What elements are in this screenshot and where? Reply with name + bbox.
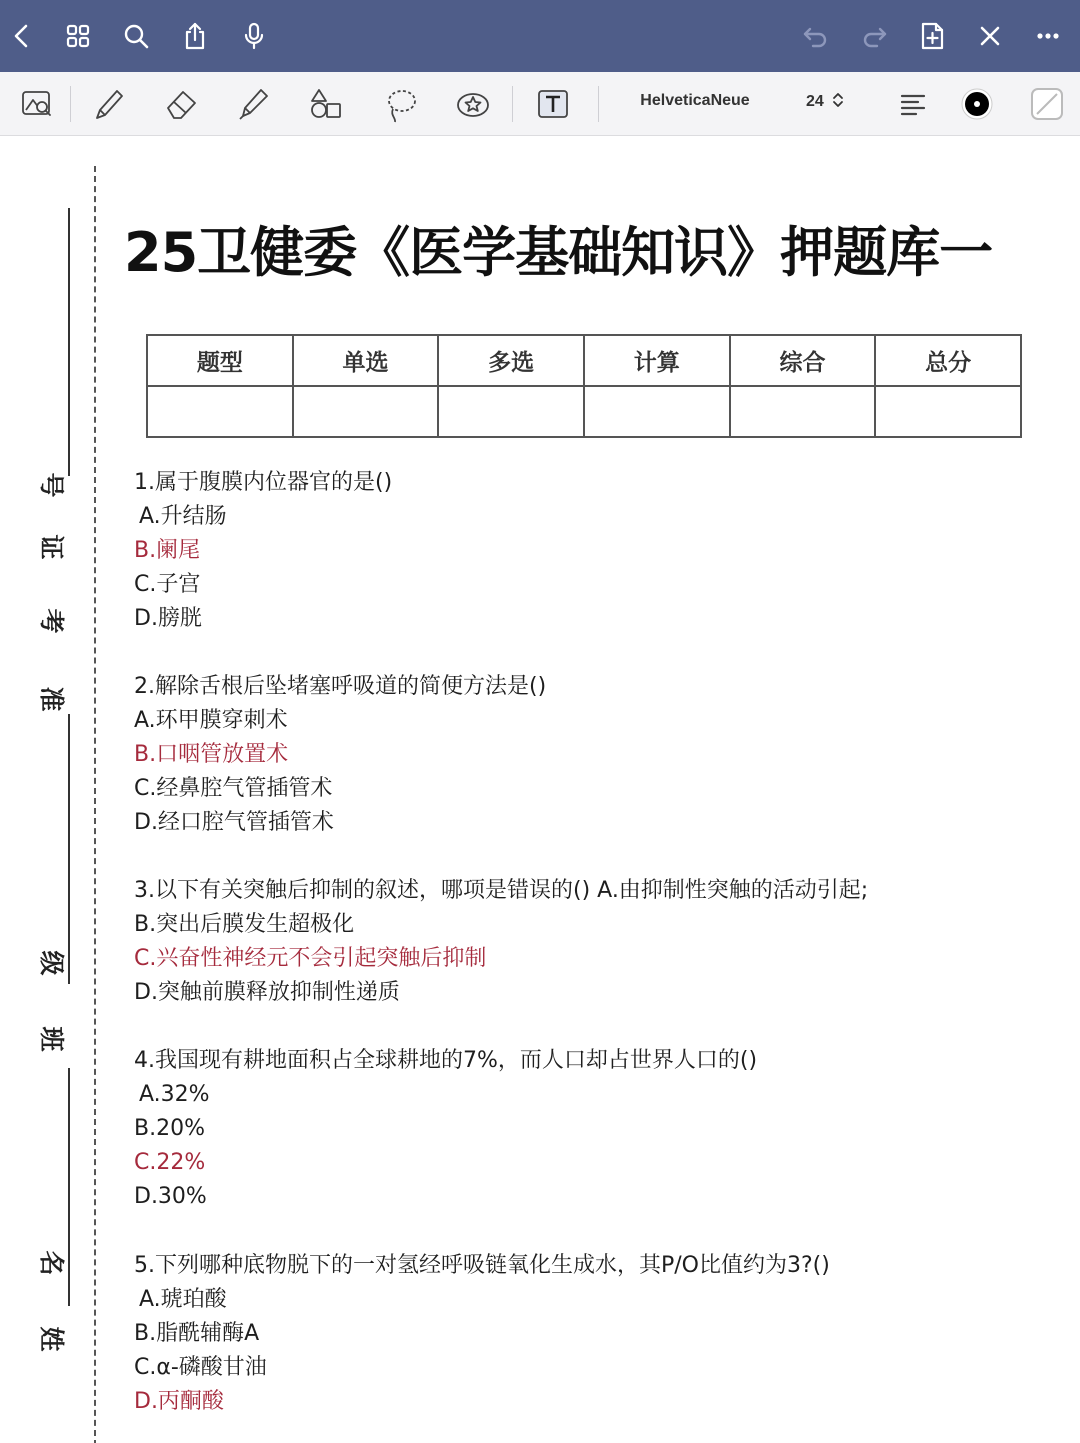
- image-scan-icon: [17, 84, 57, 124]
- option-c-correct: C.兴奋性神经元不会引起突触后抑制: [134, 946, 487, 971]
- question-stem: 3.以下有关突触后抑制的叙述，哪项是错误的() A.由抑制性突触的活动引起;: [134, 878, 869, 903]
- microphone-icon: [239, 21, 269, 51]
- color-swatch-icon: [957, 84, 997, 124]
- font-family-selector[interactable]: HelveticaNeue: [640, 92, 750, 109]
- binding-dashed-line: [94, 166, 96, 1443]
- option-b-correct: B.阑尾: [134, 538, 201, 563]
- question-4: [134, 1044, 1054, 1214]
- star-sticker-icon: [453, 84, 493, 124]
- option-d: D.经口腔气管插管术: [134, 810, 334, 835]
- redo-icon: [859, 21, 889, 51]
- lasso-tool-button[interactable]: [376, 80, 426, 128]
- image-tool-button[interactable]: [12, 80, 62, 128]
- back-button[interactable]: [0, 14, 44, 58]
- score-table-header-row: [147, 335, 1021, 386]
- align-left-icon: [893, 84, 933, 124]
- option-a: A.环甲膜穿刺术: [134, 708, 288, 733]
- question-5: [134, 1249, 1054, 1419]
- question-stem: 1.属于腹膜内位器官的是(): [134, 470, 393, 495]
- eraser-icon: [161, 84, 201, 124]
- name-line: [68, 1068, 70, 1306]
- toolbar-separator: [598, 86, 599, 122]
- add-page-button[interactable]: [910, 14, 954, 58]
- question-2: [134, 670, 1054, 840]
- side-label-kao: 考: [37, 608, 66, 634]
- pen-icon: [89, 84, 129, 124]
- lasso-icon: [381, 84, 421, 124]
- stepper-updown-icon: [832, 92, 844, 108]
- option-b: B.20%: [134, 1116, 205, 1141]
- pen-tool-button[interactable]: [84, 80, 134, 128]
- option-c: C.α-磷酸甘油: [134, 1355, 267, 1380]
- score-header-cell: 多选: [438, 335, 584, 386]
- highlighter-tool-button[interactable]: [228, 80, 278, 128]
- highlighter-icon: [233, 84, 273, 124]
- option-d: D.30%: [134, 1184, 207, 1209]
- grid-icon: [63, 21, 93, 51]
- option-c: C.经鼻腔气管插管术: [134, 776, 333, 801]
- shapes-icon: [307, 84, 347, 124]
- option-d: D.膀胱: [134, 606, 202, 631]
- option-a: A.32%: [139, 1082, 210, 1107]
- search-button[interactable]: [114, 14, 158, 58]
- page-title: 25卫健委《医学基础知识》押题库一: [124, 221, 993, 284]
- exam-id-line: [68, 208, 70, 476]
- option-c-correct: C.22%: [134, 1150, 206, 1175]
- side-label-ming: 名: [37, 1250, 66, 1276]
- option-b-correct: B.口咽管放置术: [134, 742, 289, 767]
- side-label-ban: 班: [37, 1026, 66, 1052]
- score-header-cell: 题型: [147, 335, 293, 386]
- side-label-hao: 号: [37, 472, 66, 498]
- option-a: A.升结肠: [139, 504, 227, 529]
- option-b: B.脂酰辅酶A: [134, 1321, 260, 1346]
- score-value-cell[interactable]: [438, 386, 584, 437]
- undo-icon: [801, 21, 831, 51]
- sticker-tool-button[interactable]: [448, 80, 498, 128]
- score-value-cell[interactable]: [730, 386, 876, 437]
- toolbar-separator: [512, 86, 513, 122]
- score-header-cell: 综合: [730, 335, 876, 386]
- score-header-cell: 总分: [875, 335, 1021, 386]
- close-icon: [975, 21, 1005, 51]
- score-value-cell[interactable]: [875, 386, 1021, 437]
- question-3: [134, 874, 1054, 1010]
- question-1: [134, 466, 1054, 636]
- option-c: C.子宫: [134, 572, 201, 597]
- option-a: A.琥珀酸: [139, 1287, 227, 1312]
- more-button[interactable]: [1026, 14, 1070, 58]
- option-d-correct: D.丙酮酸: [134, 1389, 224, 1414]
- option-b: B.突出后膜发生超极化: [134, 912, 355, 937]
- share-button[interactable]: [173, 14, 217, 58]
- side-label-zheng: 证: [37, 534, 66, 560]
- search-icon: [121, 21, 151, 51]
- background-color-button[interactable]: [1022, 80, 1072, 128]
- document-page: [0, 136, 1080, 1443]
- share-icon: [180, 21, 210, 51]
- score-table-value-row: [147, 386, 1021, 437]
- question-stem: 2.解除舌根后坠堵塞呼吸道的简便方法是(): [134, 674, 547, 699]
- option-d: D.突触前膜释放抑制性递质: [134, 980, 400, 1005]
- font-size-value: 24: [806, 93, 824, 110]
- class-line: [68, 714, 70, 984]
- question-stem: 4.我国现有耕地面积占全球耕地的7%，而人口却占世界人口的(): [134, 1048, 758, 1073]
- score-value-cell[interactable]: [584, 386, 730, 437]
- more-icon: [1033, 21, 1063, 51]
- chevron-left-icon: [7, 21, 37, 51]
- score-table: [146, 334, 1022, 438]
- side-label-zhun: 准: [37, 686, 66, 712]
- question-stem: 5.下列哪种底物脱下的一对氢经呼吸链氧化生成水，其P/O比值约为3?(): [134, 1253, 830, 1278]
- toolbar-separator: [70, 86, 71, 122]
- font-size-stepper[interactable]: [806, 92, 844, 111]
- close-button[interactable]: [968, 14, 1012, 58]
- text-box-icon: [533, 84, 573, 124]
- no-fill-icon: [1027, 84, 1067, 124]
- text-tool-button[interactable]: [528, 80, 578, 128]
- score-header-cell: 单选: [293, 335, 439, 386]
- text-align-button[interactable]: [888, 80, 938, 128]
- undo-button[interactable]: [794, 14, 838, 58]
- redo-button[interactable]: [852, 14, 896, 58]
- add-page-icon: [917, 21, 947, 51]
- score-value-cell[interactable]: [293, 386, 439, 437]
- side-label-xing: 姓: [37, 1326, 66, 1352]
- top-nav-bar: [0, 0, 1080, 72]
- score-value-cell[interactable]: [147, 386, 293, 437]
- eraser-tool-button[interactable]: [156, 80, 206, 128]
- voice-button[interactable]: [232, 14, 276, 58]
- score-header-cell: 计算: [584, 335, 730, 386]
- shapes-tool-button[interactable]: [302, 80, 352, 128]
- thumbnails-button[interactable]: [56, 14, 100, 58]
- ink-color-button[interactable]: [952, 80, 1002, 128]
- tool-bar: [0, 72, 1080, 136]
- side-label-ji: 级: [37, 950, 66, 976]
